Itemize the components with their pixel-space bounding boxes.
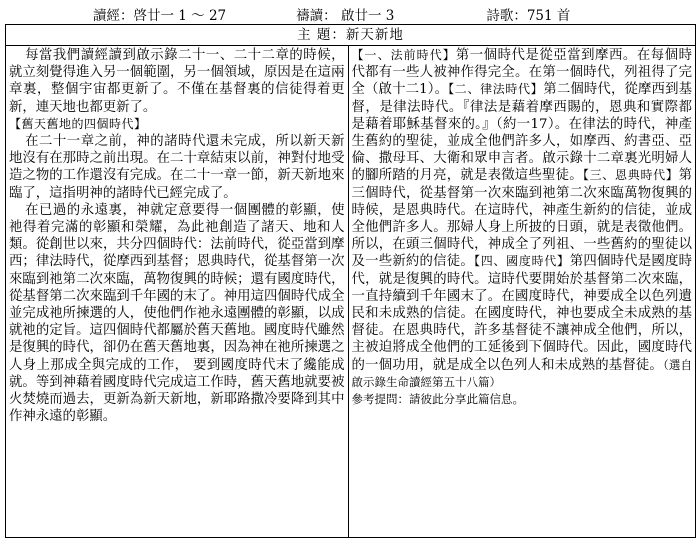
heading-law-age: 【二、律法時代】 [448, 82, 544, 97]
header-row [5, 4, 696, 24]
heading-kingdom-age: 【四、國度時代】 [473, 254, 570, 269]
text-pre-law-age: 第一個時代是從亞當到摩西。在每個時代都有一些人被神作得完全。在第一個時代，列祖得了完全（啟十二1）。 [351, 48, 692, 98]
text-kingdom-age: 第四個時代是國度時代，就是復興的時代。這時代要開始於基督第二次來臨，一直持續到千年國末了。在國度時代，神要成全以色列遺民和未成熟的信徒。在國度時代，神也要成全未成熟的基督徒。在恩典時代，許多基督徒不讓神成全他們，所以，主被迫將成全他們的工延後到下個時代。因此，國度時代的一個功用，就是成全以色列人和未成熟的基督徒。 [351, 254, 692, 373]
text-law-age: 第二個時代，從摩西到基督，是律法時代。『律法是藉着摩西賜的，恩典和實際都是藉着耶穌基督來的。』（約一17）。在律法的時代，神產生舊約的聖徒，並成全他們許多人，如摩西、約書亞、亞倫、撒母耳、大衛和眾申言者。啟示錄十二章裏光明婦人的腳所踏的月亮，就是表徵這些聖徒。 [351, 82, 692, 184]
text-grace-age: 第三個時代，從基督第一次來臨到祂第二次來臨萬物復興的時候，是恩典時代。在這時代，神產生新約的信徒，並成全他們許多人。那婦人身上所披的日頭，就是表徵他們。所以，在頭三個時代，神成全了列祖、一些舊約的聖徒以及一些新約的信徒。 [351, 168, 692, 270]
left-column [6, 46, 349, 537]
heading-pre-law-age: 【一、法前時代】 [351, 48, 456, 62]
reference-question: 參考提問：請彼此分享此篇信息。 [351, 392, 524, 407]
content-table [5, 45, 696, 538]
heading-grace-age: 【三、恩典時代】 [582, 168, 679, 183]
paragraph-four-ages: 在已過的永遠裏，神就定意要得一個團體的彰顯，使祂得着完滿的彰顯和榮耀，為此祂創造了諸天、地和人類。從創世以來，共分四個時代：法前時代，從亞當到摩西；律法時代，從摩西到基督；恩典時代，從基督第一次來臨到祂第二次來臨，萬物復興的時候；還有國度時代，從基督第二次來臨到千年國的末了。神用這四個時代成全並完成祂所揀選的人，使他們作祂永遠團體的彰顯，以成就祂的定旨。這四個時代都屬於舊天舊地。國度時代雖然是復興的時代，卻仍在舊天舊地裏，因為神在祂所揀選之人身上那成全與完成的工作， 要到國度時代末了纔能成就。等到神藉着國度時代完成這工作時，舊天舊地就要被火焚燒而過去，更新為新天新地，新耶路撒冷要降到其中作神永遠的彰顯。 [9, 202, 345, 425]
ages-paragraph [352, 47, 693, 391]
source-citation: （選自啟示錄生命讀經第五十八篇） [351, 357, 693, 389]
scripture-reading: 讀經：啓廿一 1 ～ 27 [93, 8, 227, 24]
paragraph-before-ch21: 在二十一章之前，神的諸時代還未完成，所以新天新地沒有在那時之前出現。在二十章結束以前，神對付地受造之物的工作還沒有完成。在二十一章一節，新天新地來臨了，這指明神的諸時代已經完成了。 [9, 134, 345, 201]
right-column [349, 46, 696, 537]
intro-paragraph: 每當我們讀經讀到啟示錄二十一、二十二章的時候，就立刻覺得進入另一個範圍，另一個領域，原因是在這兩章裏，整個宇宙都更新了。不僅在基督裏的信徒得着更新，連天地也都更新了。 [9, 48, 345, 115]
section-heading-four-ages: 【舊天舊地的四個時代】 [9, 116, 147, 131]
theme-title: 主 題：新天新地 [5, 24, 696, 45]
prayer-reading: 禱讀： 啟廿一 3 [296, 8, 395, 24]
hymn-number: 詩歌：751 首 [486, 8, 571, 24]
